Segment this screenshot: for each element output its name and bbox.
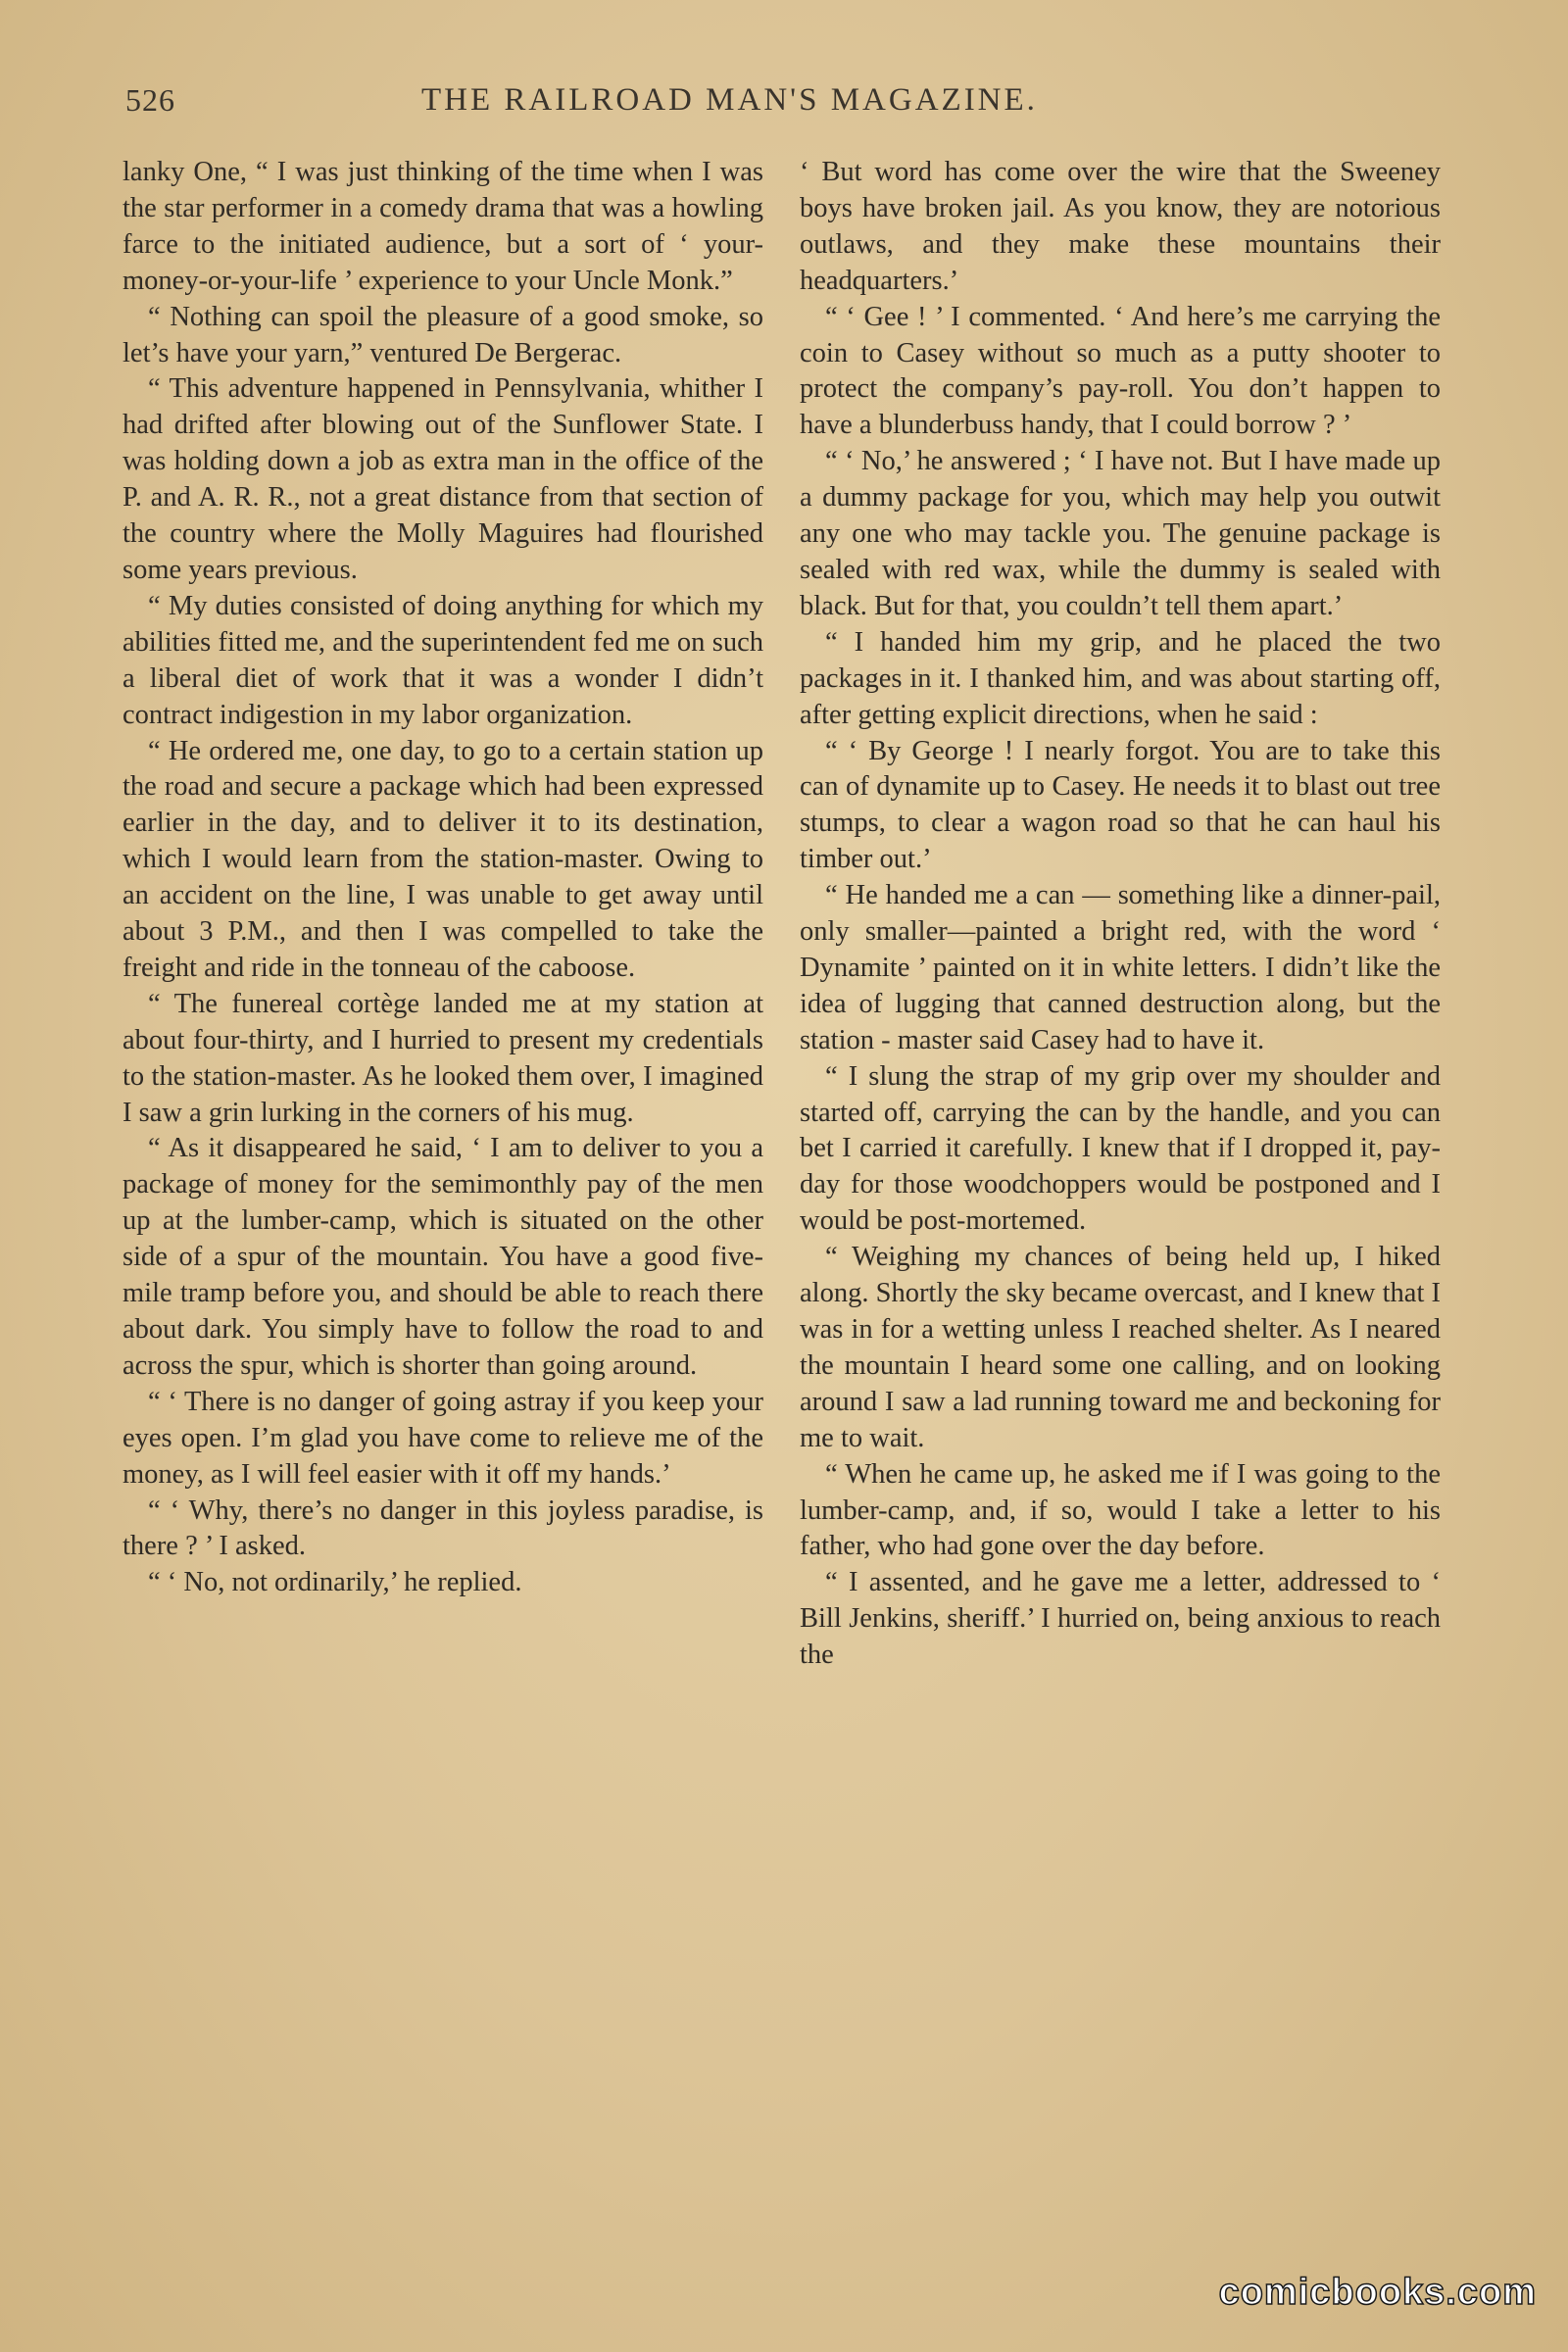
- paragraph: lanky One, “ I was just thinking of the time when I was the star performer in a comedy drama that was a howling farce to the initiated audience, but a sort of ‘ your-money-or-your-life ’ experience to your Uncle Monk.”: [122, 157, 763, 296]
- paragraph: “ When he came up, he asked me if I was going to the lumber-camp, and, if so, would I take a letter to his father, who had gone over the day before.: [800, 1458, 1441, 1562]
- paragraph: “ The funereal cortège landed me at my station at about four-thirty, and I hurried to present my credentials to the station-master. As he looked them over, I imagined I saw a grin lurking in the corners of his mug.: [122, 988, 763, 1128]
- source-watermark: comicbooks.com: [1218, 2272, 1537, 2313]
- paragraph: “ I handed him my grip, and he placed the two packages in it. I thanked him, and was about starting off, after getting explicit directions, when he said :: [800, 626, 1441, 730]
- paragraph: “ He handed me a can — something like a dinner-pail, only smaller—painted a bright red, with the word ‘ Dynamite ’ painted on it in white letters. I didn’t like the idea of lugging that canned destruction along, but the station - master said Casey had to have it.: [800, 880, 1441, 1055]
- paragraph: “ Weighing my chances of being held up, I hiked along. Shortly the sky became overcast, and I knew that I was in for a wetting unless I reached shelter. As I neared the mountain I heard some one calling, and on looking around I saw a lad running toward me and beckoning for me to wait.: [800, 1242, 1441, 1453]
- paragraph: “ ‘ Why, there’s no danger in this joyless paradise, is there ? ’ I asked.: [122, 1494, 763, 1562]
- paragraph: “ ‘ Gee ! ’ I commented. ‘ And here’s me carrying the coin to Casey without so much as a putty shooter to protect the company’s pay-roll. You don’t happen to have a blunderbuss handy, that I could borrow ? ’: [800, 301, 1441, 441]
- paragraph: “ As it disappeared he said, ‘ I am to deliver to you a package of money for the semimonthly pay of the men up at the lumber-camp, which is situated on the other side of a spur of the mountain. You have a good five-mile tramp before you, and should be able to reach there about dark. You simply have to follow the road to and across the spur, which is shorter than going around.: [122, 1133, 763, 1381]
- paragraph: “ He ordered me, one day, to go to a certain station up the road and secure a package which had been expressed earlier in the day, and to deliver it to its destination, which I would learn from the station-master. Owing to an accident on the line, I was unable to get away until about 3 P.M., and then I was compelled to take the freight and ride in the tonneau of the caboose.: [122, 735, 763, 983]
- paragraph: ‘ But word has come over the wire that the Sweeney boys have broken jail. As you know, they are notorious outlaws, and they make these mountains their headquarters.’: [800, 157, 1441, 296]
- paragraph: “ Nothing can spoil the pleasure of a good smoke, so let’s have your yarn,” ventured De Bergerac.: [122, 301, 763, 368]
- page-header: [0, 78, 1568, 127]
- paragraph: “ I assented, and he gave me a letter, addressed to ‘ Bill Jenkins, sheriff.’ I hurried on, being anxious to reach the: [800, 1567, 1441, 1671]
- paragraph: “ This adventure happened in Pennsylvania, whither I had drifted after blowing out of the Sunflower State. I was holding down a job as extra man in the office of the P. and A. R. R., not a great distance from that section of the country where the Molly Maguires had flourished some years previous.: [122, 373, 763, 585]
- paragraph: “ I slung the strap of my grip over my shoulder and started off, carrying the can by the handle, and you can bet I carried it carefully. I knew that if I dropped it, pay-day for those woodchoppers would be postponed and I would be post-mortemed.: [800, 1060, 1441, 1237]
- paragraph: “ My duties consisted of doing anything for which my abilities fitted me, and the superintendent fed me on such a liberal diet of work that it was a wonder I didn’t contract indigestion in my labor organization.: [122, 590, 763, 730]
- paragraph: “ ‘ No, not ordinarily,’ he replied.: [148, 1567, 522, 1598]
- paragraph: “ ‘ No,’ he answered ; ‘ I have not. But I have made up a dummy package for you, which may help you outwit any one who may tackle you. The genuine package is sealed with red wax, while the dummy is sealed with black. But for that, you couldn’t tell them apart.’: [800, 446, 1441, 621]
- page-number: 526: [125, 82, 175, 118]
- running-head: THE RAILROAD MAN'S MAGAZINE.: [421, 82, 1038, 118]
- right-column: [800, 155, 1441, 1674]
- left-column: [122, 155, 763, 1601]
- paragraph: “ ‘ By George ! I nearly forgot. You are to take this can of dynamite up to Casey. He needs it to blast out tree stumps, to clear a wagon road so that he can haul his timber out.’: [800, 735, 1441, 875]
- paragraph: “ ‘ There is no danger of going astray if you keep your eyes open. I’m glad you have come to relieve me of the money, as I will feel easier with it off my hands.’: [122, 1386, 763, 1490]
